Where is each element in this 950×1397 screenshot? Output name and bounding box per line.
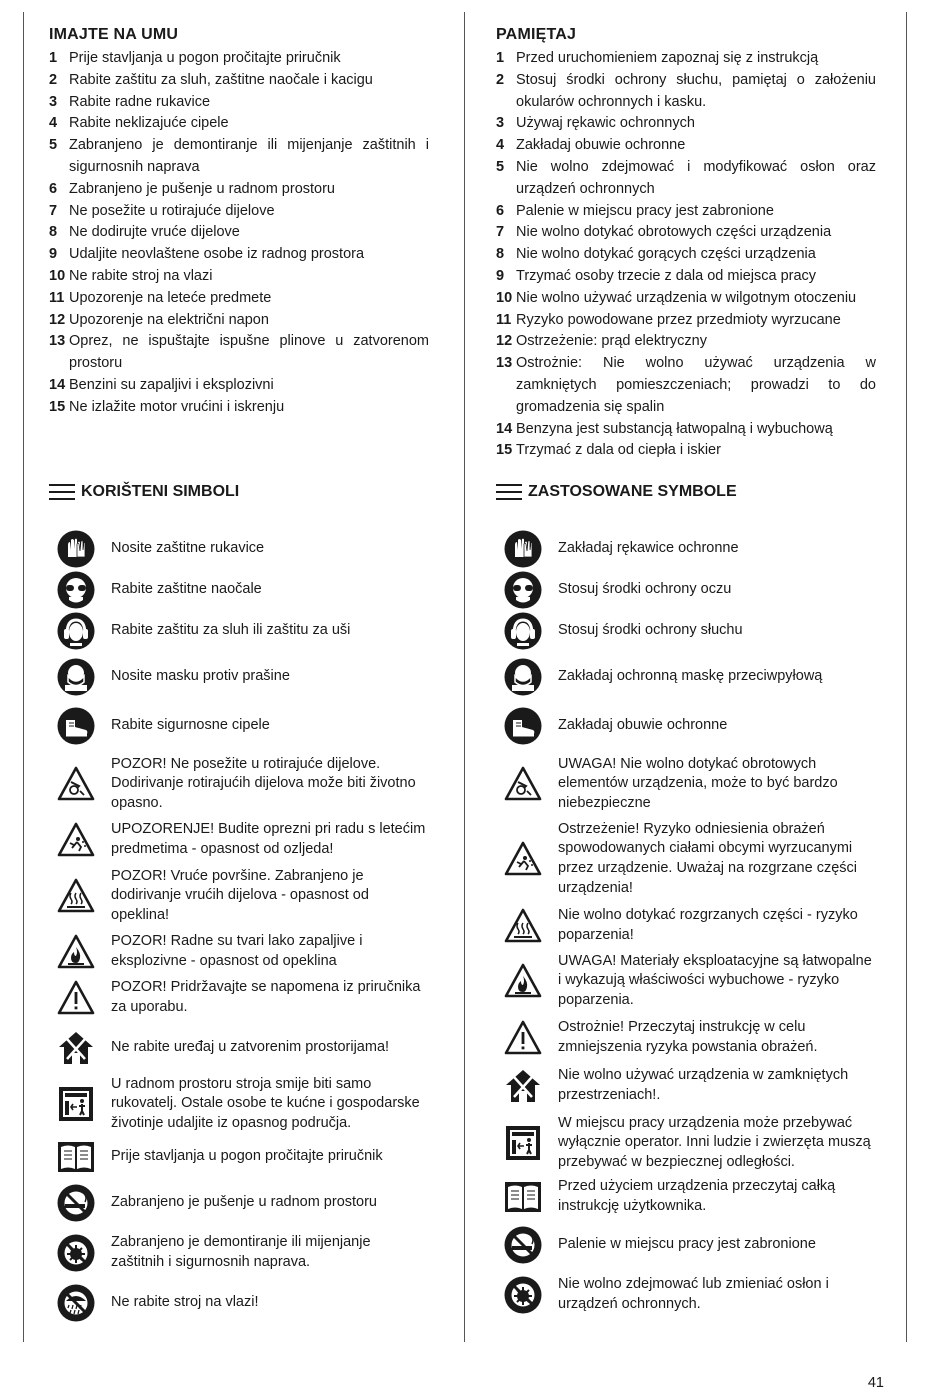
list-item [49, 288, 429, 310]
read-manual-icon [504, 1178, 542, 1216]
flammable-warning-icon [57, 933, 95, 971]
list-item [496, 244, 876, 266]
symbol-row [57, 570, 426, 610]
ear-protection-icon [504, 612, 542, 650]
dust-mask-icon [57, 658, 95, 696]
precautions-list [49, 48, 429, 419]
item-number: 6 [49, 180, 58, 197]
list-item [49, 48, 429, 70]
symbol-row [504, 1275, 873, 1315]
keep-distance-icon [504, 1124, 542, 1162]
item-number: 1 [496, 50, 505, 66]
item-number: 8 [496, 246, 505, 263]
symbol-description: POZOR! Ne posežite u rotirajuće dijelove. Dodirivanje rotirajućih dijelova može biti životno opasno. [111, 755, 416, 811]
list-item [496, 331, 876, 353]
list-item [496, 70, 876, 114]
list-item [496, 201, 876, 223]
item-number: 3 [496, 115, 505, 132]
center-divider [464, 12, 465, 1342]
no-tampering-icon [504, 1276, 542, 1314]
item-text: Ne dodirujte vruće dijelove [69, 224, 240, 241]
symbol-row [504, 706, 873, 746]
symbol-description: Prije stavljanja u pogon pročitajte priručnik [111, 1148, 383, 1165]
item-text: Używaj rękawic ochronnych [516, 115, 695, 132]
list-item [49, 113, 429, 135]
flying-objects-warning-icon [57, 821, 95, 859]
precautions-list [496, 48, 876, 462]
rotating-parts-warning-icon [57, 765, 95, 803]
symbol-row [504, 611, 873, 651]
symbol-description: Zakładaj obuwie ochronne [558, 717, 728, 734]
item-text: Ostrożnie: Nie wolno używać urządzenia w zamkniętych pomieszczeniach; prowadzi to do gromadzenia się spalin [516, 355, 876, 415]
flammable-warning-icon [504, 962, 542, 1000]
symbol-description: POZOR! Vruće površine. Zabranjeno je dodirivanje vrućih dijelova - opasnost od opeklina! [111, 867, 369, 923]
gloves-icon [57, 530, 95, 568]
item-text: Zabranjeno je demontiranje ili mijenjanje zaštitnih i sigurnosnih naprava [69, 137, 429, 175]
hot-surface-warning-icon [57, 877, 95, 915]
ear-protection-icon [57, 612, 95, 650]
symbol-description: Zakładaj rękawice ochronne [558, 540, 739, 557]
list-item [496, 222, 876, 244]
item-number: 12 [496, 333, 513, 350]
keep-distance-icon [57, 1085, 95, 1123]
symbol-row [504, 1114, 873, 1173]
menu-lines-icon [49, 484, 75, 500]
menu-lines-icon [496, 484, 522, 500]
list-item [49, 201, 429, 223]
section-heading: IMAJTE NA UMU [49, 26, 179, 43]
no-smoking-icon [57, 1184, 95, 1222]
hot-surface-warning-icon [504, 907, 542, 945]
item-number: 7 [49, 202, 58, 219]
item-number: 15 [49, 398, 66, 415]
symbol-description: Zabranjeno je pušenje u radnom prostoru [111, 1194, 377, 1211]
list-item [49, 135, 429, 179]
item-text: Palenie w miejscu pracy jest zabronione [516, 202, 774, 219]
item-number: 5 [49, 137, 58, 154]
item-number: 1 [49, 50, 58, 66]
list-item [49, 222, 429, 244]
item-text: Zakładaj obuwie ochronne [516, 137, 686, 154]
item-text: Przed uruchomieniem zapoznaj się z instrukcją [516, 50, 819, 66]
item-text: Zabranjeno je pušenje u radnom prostoru [69, 180, 335, 197]
symbol-description: Stosuj środki ochrony oczu [558, 581, 732, 598]
item-text: Benzyna jest substancją łatwopalną i wybuchową [516, 420, 833, 437]
list-item [496, 310, 876, 332]
item-text: Ryzyko powodowane przez przedmioty wyrzucane [516, 311, 841, 328]
item-number: 5 [496, 158, 505, 175]
gloves-icon [504, 530, 542, 568]
list-item [49, 179, 429, 201]
item-number: 7 [496, 224, 505, 241]
item-text: Ne rabite stroj na vlazi [69, 267, 213, 284]
symbol-description: Stosuj środki ochrony słuchu [558, 622, 743, 639]
symbol-description: Zabranjeno je demontiranje ili mijenjanje zaštitnih i sigurnosnih naprava. [111, 1234, 371, 1270]
symbol-row [504, 1225, 873, 1265]
symbol-row [57, 529, 426, 569]
item-text: Nie wolno dotykać gorących części urządzenia [516, 246, 816, 263]
item-text: Upozorenje na električni napon [69, 311, 269, 328]
no-indoor-use-icon [504, 1067, 542, 1105]
item-number: 11 [496, 311, 512, 328]
item-text: Rabite zaštitu za sluh, zaštitne naočale i kacigu [69, 71, 373, 88]
item-number: 11 [49, 289, 65, 306]
symbol-row [504, 570, 873, 610]
symbol-description: Ostrożnie! Przeczytaj instrukcję w celu zmniejszenia ryzyka powstania obrażeń. [558, 1019, 818, 1055]
item-text: Rabite radne rukavice [69, 93, 211, 110]
item-text: Nie wolno używać urządzenia w wilgotnym otoczeniu [516, 289, 857, 306]
symbol-description: Przed użyciem urządzenia przeczytaj całką instrukcję użytkownika. [558, 1178, 836, 1214]
goggles-icon [57, 571, 95, 609]
no-wet-use-icon [57, 1284, 95, 1322]
item-number: 10 [49, 267, 66, 284]
symbol-description: Nosite masku protiv prašine [111, 668, 290, 685]
symbol-row [57, 755, 426, 814]
list-item [496, 353, 876, 418]
symbol-description: Ne rabite stroj na vlazi! [111, 1294, 259, 1311]
symbol-description: POZOR! Radne su tvari lako zapaljive i eksplozivne - opasnost od opeklina [111, 933, 363, 969]
flying-objects-warning-icon [504, 840, 542, 878]
symbol-row [504, 1066, 873, 1106]
list-item [496, 113, 876, 135]
list-item [496, 157, 876, 201]
symbol-description: UWAGA! Materiały eksploatacyjne są łatwopalne i wykazują właściwości wybuchowe - ryzyko poparzenia. [558, 952, 872, 1008]
item-number: 2 [49, 71, 58, 88]
item-text: Ne izlažite motor vrućini i iskrenju [69, 398, 285, 415]
symbols-heading: ZASTOSOWANE SYMBOLE [496, 483, 737, 501]
symbol-row [504, 657, 873, 697]
general-warning-icon [57, 979, 95, 1017]
list-item [49, 397, 429, 419]
item-text: Rabite neklizajuće cipele [69, 115, 229, 132]
symbol-row [504, 529, 873, 569]
no-smoking-icon [504, 1226, 542, 1264]
symbol-row [57, 1075, 426, 1134]
symbol-row [57, 706, 426, 746]
rotating-parts-warning-icon [504, 765, 542, 803]
item-text: Ostrzeżenie: prąd elektryczny [516, 333, 707, 350]
symbol-row [57, 1233, 426, 1273]
symbol-row [57, 820, 426, 860]
symbol-description: Zakładaj ochronną maskę przeciwpyłową [558, 668, 823, 685]
symbol-row [504, 755, 873, 814]
symbol-description: POZOR! Pridržavajte se napomena iz priručnika za uporabu. [111, 979, 421, 1015]
page-number: 41 [867, 1375, 884, 1391]
dust-mask-icon [504, 658, 542, 696]
symbol-row [57, 867, 426, 926]
safety-shoes-icon [504, 707, 542, 745]
symbol-description: Nosite zaštitne rukavice [111, 540, 265, 557]
symbol-row [57, 978, 426, 1018]
list-item [49, 375, 429, 397]
item-text: Nie wolno dotykać obrotowych części urządzenia [516, 224, 832, 241]
goggles-icon [504, 571, 542, 609]
item-text: Trzymać osoby trzecie z dala od miejsca pracy [516, 267, 817, 284]
list-item [49, 244, 429, 266]
symbol-row [57, 1137, 426, 1177]
left-border [23, 12, 24, 1342]
symbol-description: Ne rabite uređaj u zatvorenim prostorijama! [111, 1039, 390, 1056]
symbol-description: Palenie w miejscu pracy jest zabronione [558, 1236, 816, 1253]
item-text: Stosuj środki ochrony słuchu, pamiętaj o założeniu okularów ochronnych i kasku. [516, 71, 876, 110]
symbol-row [504, 1177, 873, 1217]
item-number: 4 [49, 115, 58, 132]
item-text: Prije stavljanja u pogon pročitajte priručnik [69, 50, 341, 66]
item-number: 14 [496, 420, 513, 437]
item-number: 14 [49, 376, 66, 393]
list-item [49, 310, 429, 332]
item-number: 12 [49, 311, 66, 328]
symbol-description: Rabite zaštitne naočale [111, 581, 262, 598]
symbol-description: W miejscu pracy urządzenia może przebywać wyłącznie operator. Inni ludzie i zwierzęta muszą przebywać w bezpiecznej odległości. [558, 1114, 871, 1170]
symbol-description: Rabite sigurnosne cipele [111, 717, 270, 734]
section-heading: PAMIĘTAJ [496, 26, 577, 43]
read-manual-icon [57, 1138, 95, 1176]
list-item [49, 70, 429, 92]
symbol-row [57, 1183, 426, 1223]
symbol-row [57, 657, 426, 697]
item-number: 9 [496, 267, 505, 284]
left-column [49, 26, 429, 419]
item-number: 2 [496, 71, 505, 88]
right-column [496, 26, 876, 462]
symbol-description: UWAGA! Nie wolno dotykać obrotowych elementów urządzenia, może to być bardzo niebezpieczne [558, 755, 838, 811]
symbol-row [504, 1018, 873, 1058]
list-item [49, 331, 429, 375]
symbol-description: U radnom prostoru stroja smije biti samo rukovatelj. Ostale osobe te kućne i gospodarske životinje udaljite iz opasnog područja. [111, 1075, 420, 1131]
symbols-heading: KORIŠTENI SIMBOLI [49, 483, 239, 501]
right-border [906, 12, 907, 1342]
symbol-row [57, 1283, 426, 1323]
item-number: 13 [49, 333, 66, 350]
safety-shoes-icon [57, 707, 95, 745]
symbol-row [57, 611, 426, 651]
no-tampering-icon [57, 1234, 95, 1272]
item-number: 4 [496, 137, 505, 154]
list-item [496, 135, 876, 157]
symbol-row [504, 820, 873, 898]
item-text: Ne posežite u rotirajuće dijelove [69, 202, 275, 219]
list-item [496, 419, 876, 441]
symbol-description: Nie wolno zdejmować lub zmieniać osłon i urządzeń ochronnych. [558, 1276, 829, 1312]
item-number: 13 [496, 355, 513, 372]
list-item [49, 92, 429, 114]
symbol-row [57, 932, 426, 972]
item-number: 6 [496, 202, 505, 219]
item-text: Oprez, ne ispuštajte ispušne plinove u zatvorenom prostoru [69, 333, 429, 372]
item-text: Udaljite neovlaštene osobe iz radnog prostora [69, 246, 365, 263]
item-number: 9 [49, 246, 58, 263]
symbol-row [504, 906, 873, 946]
item-text: Nie wolno zdejmować i modyfikować osłon oraz urządzeń ochronnych [516, 158, 876, 197]
list-item [49, 266, 429, 288]
symbol-row [504, 952, 873, 1011]
list-item [496, 288, 876, 310]
item-number: 8 [49, 224, 58, 241]
list-item [496, 440, 876, 462]
general-warning-icon [504, 1019, 542, 1057]
item-number: 10 [496, 289, 513, 306]
symbol-description: UPOZORENJE! Budite oprezni pri radu s letećim predmetima - opasnost od ozljeda! [111, 821, 426, 857]
symbol-description: Ostrzeżenie! Ryzyko odniesienia obrażeń spowodowanych ciałami obcymi wyrzucanymi przez urządzenie. Uważaj na rozgrzane części urządzenia! [558, 820, 857, 896]
symbol-description: Nie wolno dotykać rozgrzanych części - ryzyko poparzenia! [558, 907, 858, 943]
symbol-description: Nie wolno używać urządzenia w zamkniętych przestrzeniach!. [558, 1067, 849, 1103]
symbol-description: Rabite zaštitu za sluh ili zaštitu za uši [111, 622, 351, 639]
no-indoor-use-icon [57, 1029, 95, 1067]
list-item [496, 48, 876, 70]
item-text: Benzini su zapaljivi i eksplozivni [69, 376, 274, 393]
item-number: 15 [496, 442, 513, 459]
symbol-row [57, 1028, 426, 1068]
list-item [496, 266, 876, 288]
item-text: Trzymać z dala od ciepła i iskier [516, 442, 721, 459]
item-number: 3 [49, 93, 58, 110]
item-text: Upozorenje na leteće predmete [69, 289, 272, 306]
